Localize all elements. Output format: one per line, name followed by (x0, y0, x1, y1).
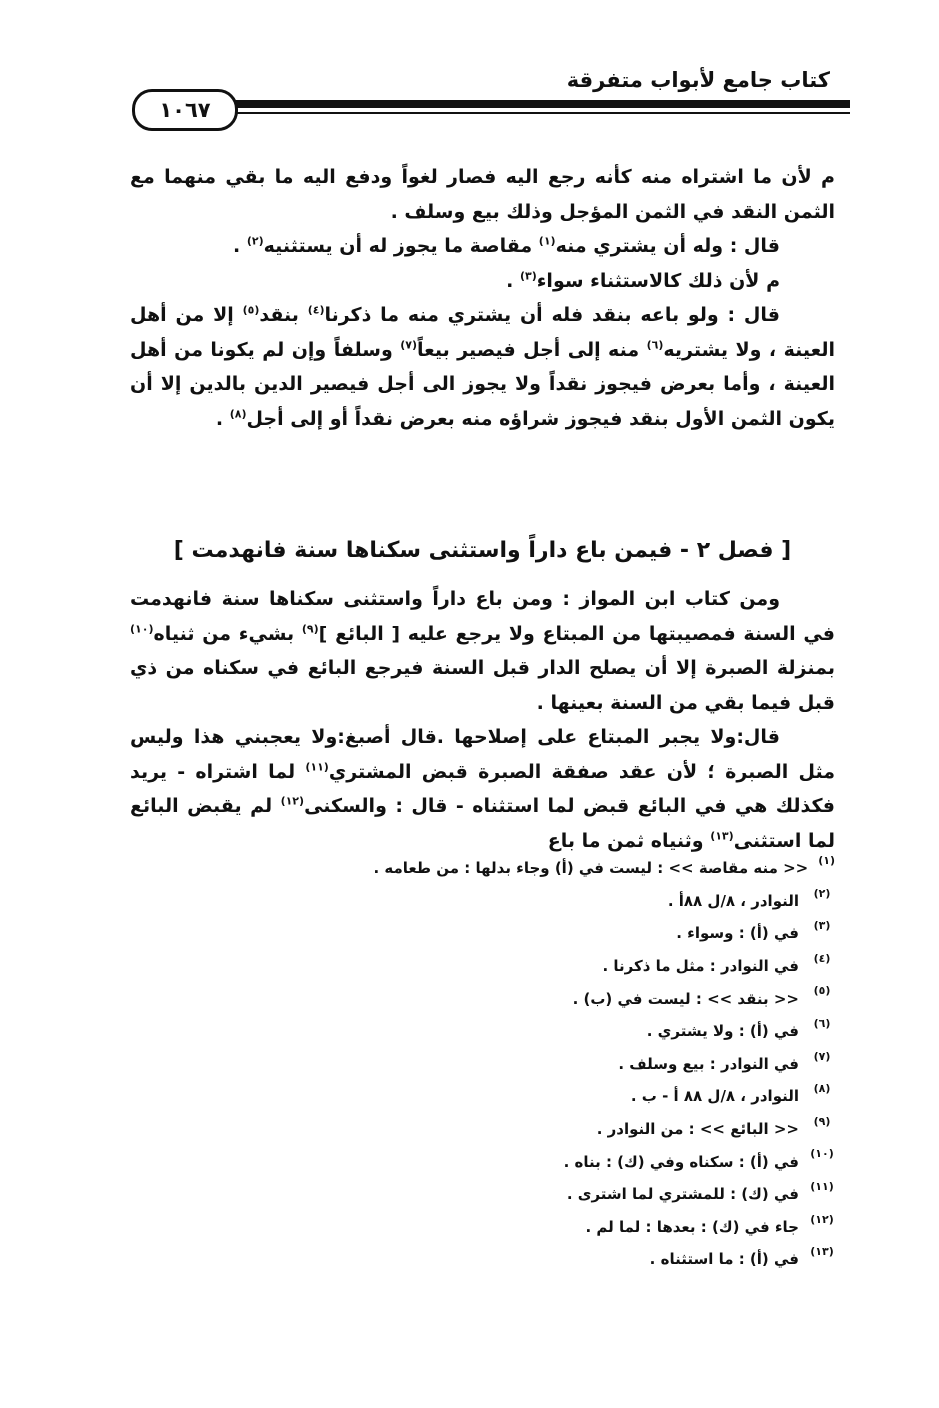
footnote (380, 1113, 835, 1146)
footnote-text: << البائع >> : من النوادر . (596, 1120, 799, 1139)
footnote-text: في (أ) : وسواء . (676, 924, 799, 943)
footnote (380, 885, 835, 918)
footnotes (373, 852, 835, 1276)
footnote-number: (١٢) (810, 1212, 834, 1226)
footnote (380, 917, 835, 950)
footnote-number: (١) (818, 854, 835, 867)
paragraph: قال : ولو باعه بنقد فله أن يشتري منه ما ذكرنا$^{(٤)}$ بنقد$^{(٥)}$ إلا من أهل العينة ، ولا يشتريه$^{(٦)}$ منه إلى أجل فيصير بيعاً$^{(٧)}$ وسلفاً وإن لم يكونا من أهل العينة ، وأما بعرض فيجوز نقداً ولا يجوز الى أجل فيصير الدين بالدين إلا أن يكون الثمن الأول بنقد فيجوز شراؤه منه بعرض نقداً أو إلى أجل$^{(٨)}$ . (130, 303, 835, 430)
footnote-text: النوادر ، ٨/ل ٨٨ أ - ب . (630, 1087, 799, 1106)
page-number-badge (132, 89, 238, 131)
footnote-number: (٣) (813, 919, 831, 933)
footnote (373, 852, 835, 885)
footnote-text: في (ك) : للمشتري لما اشترى . (566, 1185, 799, 1204)
footnote-text: جاء في (ك) : بعدها : لما لم . (585, 1217, 799, 1236)
footnote-number: (٨) (813, 1082, 831, 1096)
footnote-number: (٩) (813, 1114, 831, 1128)
footnote (380, 1048, 835, 1081)
footnote-number: (١٣) (810, 1245, 834, 1259)
footnote-number: (٥) (813, 984, 831, 998)
footnote (380, 950, 835, 983)
footnote-text: في (أ) : ولا يشتري . (646, 1022, 799, 1041)
footnote-text: << منه مقاصة >> : ليست في (أ) وجاء بدلها : من طعامه . (373, 859, 809, 878)
page-header (120, 60, 850, 140)
section-text (130, 582, 835, 858)
footnote-text: النوادر ، ٨/ل ٨٨أ . (667, 891, 799, 910)
footnote (380, 1145, 835, 1178)
paragraph: قال:ولا يجبر المبتاع على إصلاحها .قال أصبغ:ولا يعجبني هذا وليس مثل الصبرة ؛ لأن عقد صفقة الصبرة قبض المشتري$^{(١١)}$ لما اشتراه - يريد فكذلك هي في البائع قبض لما استثناه - قال : والسكنى$^{(١٢)}$ لم يقبض البائع لما استثنى$^{(١٣)}$ وثنياه ثمن ما باع (130, 726, 836, 852)
footnote-number: (٤) (813, 951, 831, 965)
footnote-number: (١٠) (810, 1147, 834, 1161)
footnote-text: في النوادر : مثل ما ذكرنا . (602, 957, 799, 976)
footnote-number: (٦) (813, 1016, 831, 1030)
section-heading: [ فصل ٢ - فيمن باع داراً واستثنى سكناها سنة فانهدمت ] (173, 538, 792, 563)
footnote (380, 1211, 835, 1244)
footnote-number: (١١) (810, 1179, 834, 1193)
footnote-number: (٧) (813, 1049, 831, 1063)
page-number: ١٠٦٧ (159, 98, 211, 122)
footnote (380, 1243, 835, 1276)
footnote-text: في (أ) : ما استثناه . (649, 1250, 799, 1269)
footnote (380, 1178, 835, 1211)
footnote (380, 982, 835, 1015)
book-title: كتاب جامع لأبواب متفرقة (566, 68, 830, 92)
paragraph: م لأن ما اشتراه منه كأنه رجع اليه فصار لغواً ودفع اليه ما بقي منهما مع الثمن النقد في الثمن المؤجل وذلك بيع وسلف . (130, 166, 835, 223)
main-text (130, 160, 835, 436)
footnote-text: << بنقد >> : ليست في (ب) . (572, 989, 799, 1008)
footnote (380, 1015, 835, 1048)
header-rule-thin (215, 112, 850, 114)
footnote-text: في (أ) : سكناه وفي (ك) : بناه . (563, 1152, 799, 1171)
paragraph: قال : وله أن يشتري منه$^{(١)}$ مقاصة ما يجوز له أن يستثنيه$^{(٢)}$ . (233, 234, 780, 257)
header-rule-thick (215, 100, 850, 108)
footnote-text: في النوادر : بيع وسلف . (618, 1054, 799, 1073)
footnote (380, 1080, 835, 1113)
footnote-number: (٢) (813, 886, 831, 900)
paragraph: ومن كتاب ابن المواز : ومن باع داراً واستثنى سكناها سنة فانهدمت في السنة فمصيبتها من المبتاع ولا يرجع عليه [ البائع ]$^{(٩)}$ بشيء من ثنياه$^{(١٠)}$ بمنزلة الصبرة إلا أن يصلح الدار قبل السنة فيرجع البائع في سكناه من ذي قبل فيما بقي من السنة بعينها . (130, 588, 835, 714)
paragraph: م لأن ذلك كالاستثناء سواء$^{(٣)}$ . (506, 269, 780, 292)
